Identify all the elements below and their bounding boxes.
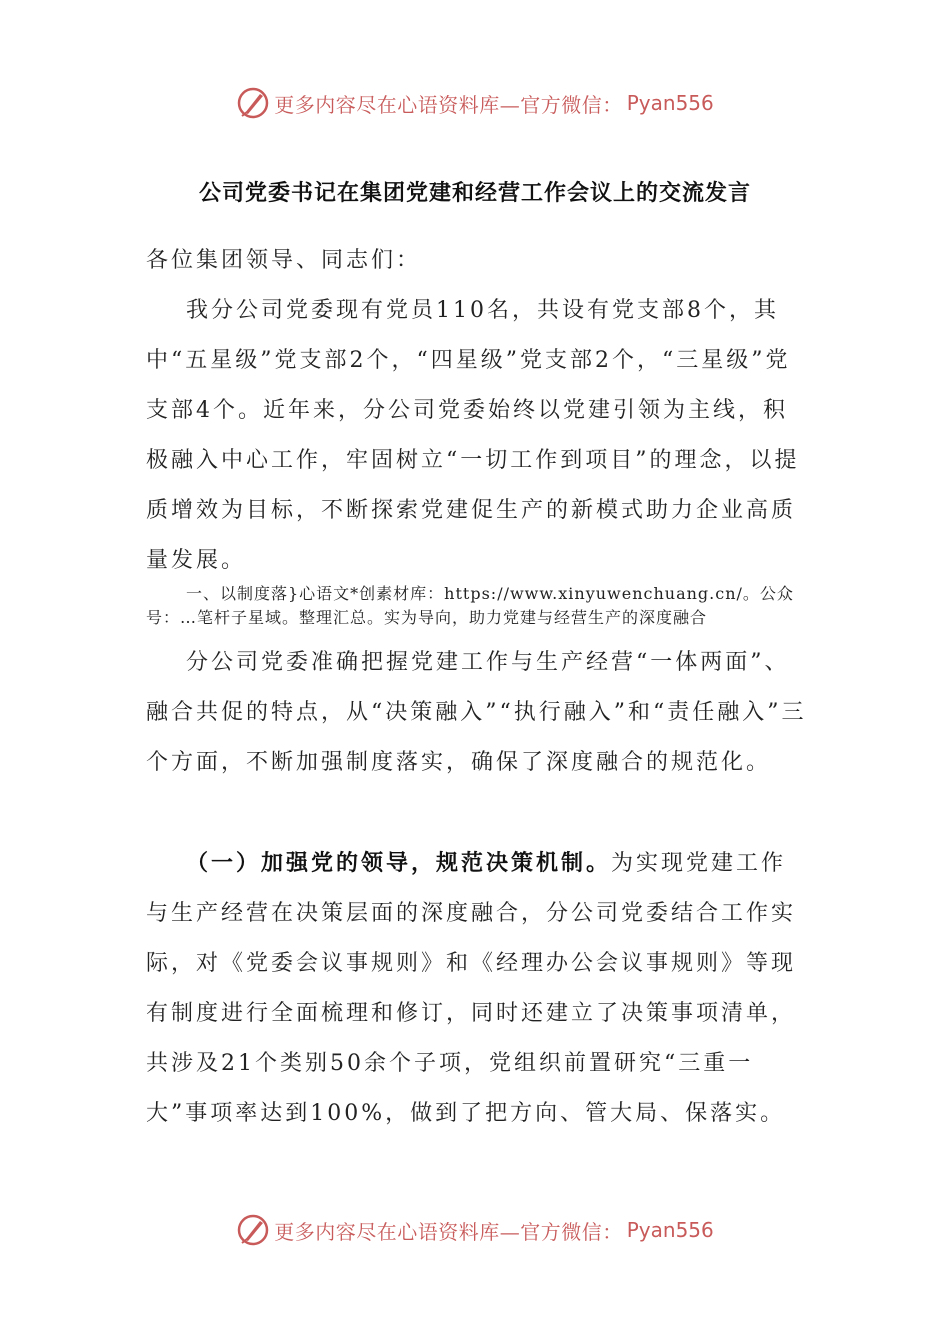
quill-logo-icon [236,86,270,120]
quill-logo-icon [236,1213,270,1247]
bottom-banner [0,1213,950,1247]
banner-wechat-id: Pyan556 [626,91,714,115]
banner-text: 更多内容尽在心语资料库—官方微信： [274,1219,623,1244]
banner-wechat-id: Pyan556 [626,1218,714,1242]
section-heading-watermarked: 一、以制度落}心语文*创素材库：https://www.xinyuwenchuang.cn/。公众号：…笔杆子星域。整理汇总。实为导向，助力党建与经营生产的深度融合 [146,584,794,627]
banner-text: 更多内容尽在心语资料库—官方微信： [274,92,623,117]
top-banner [0,86,950,120]
paragraph-3-body: 为实现党建工作与生产经营在决策层面的深度融合，分公司党委结合工作实际，对《党委会议事规则》和《经理办公会议事规则》等现有制度进行全面梳理和修订，同时还建立了决策事项清单，共涉及21个类别50余个子项，党组织前置研究“三重一大”事项率达到100%，做到了把方向、管大局、保落实。 [146,851,797,1126]
subsection-heading: （一）加强党的领导，规范决策机制。 [186,850,612,876]
paragraph-1: 我分公司党委现有党员110名，共设有党支部8个，其中“五星级”党支部2个，“四星级”党支部2个，“三星级”党支部4个。近年来，分公司党委始终以党建引领为主线，积极融入中心工作，牢固树立“一切工作到项目”的理念，以提质增效为目标，不断探索党建促生产的新模式助力企业高质量发展。 [146,298,800,573]
greeting: 各位集团领导、同志们： [146,248,422,273]
paragraph-3 [146,838,808,1139]
paragraph-2: 分公司党委准确把握党建工作与生产经营“一体两面”、融合共促的特点，从“决策融入”“执行融入”和“责任融入”三个方面，不断加强制度落实，确保了深度融合的规范化。 [146,650,807,775]
document-title: 公司党委书记在集团党建和经营工作会议上的交流发言 [198,180,751,206]
